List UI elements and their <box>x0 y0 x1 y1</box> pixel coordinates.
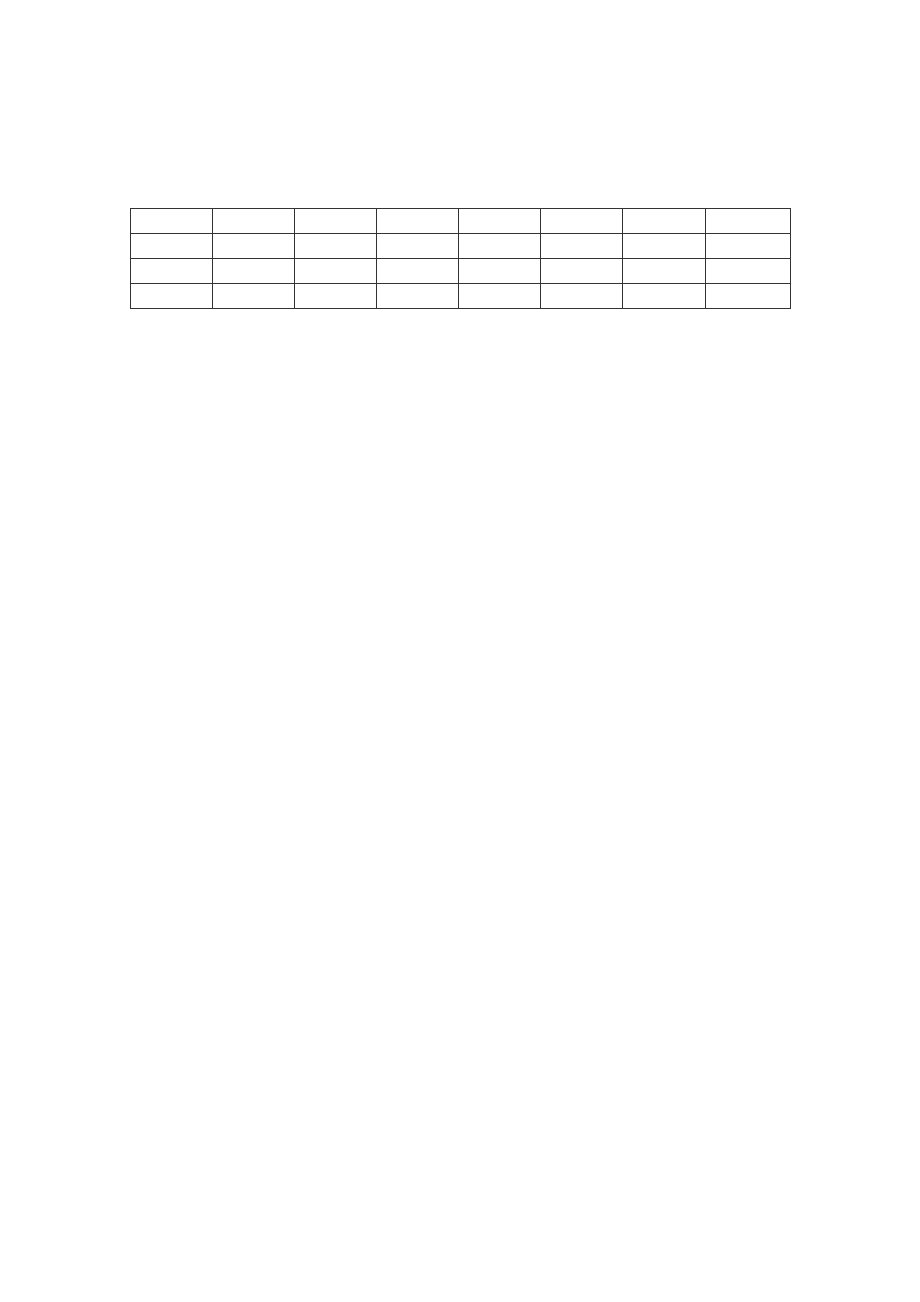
table-cell <box>706 259 791 284</box>
table-cell <box>623 284 706 309</box>
table-cell <box>541 234 623 259</box>
table-cell <box>213 259 295 284</box>
table-header-row <box>131 209 791 234</box>
table-header-cell <box>459 209 541 234</box>
table-header-cell <box>623 209 706 234</box>
table-header-cell <box>706 209 791 234</box>
table-row <box>131 259 791 284</box>
table-cell <box>377 284 459 309</box>
table-cell <box>623 234 706 259</box>
table-cell <box>706 284 791 309</box>
table-cell <box>459 259 541 284</box>
table-header-cell <box>213 209 295 234</box>
table-cell <box>377 234 459 259</box>
table-cell <box>623 259 706 284</box>
table-cell <box>131 234 213 259</box>
table-cell <box>459 284 541 309</box>
table-header-cell <box>541 209 623 234</box>
table-header-cell <box>295 209 377 234</box>
table-cell <box>213 234 295 259</box>
table-cell <box>459 234 541 259</box>
table-cell <box>131 284 213 309</box>
flight-table <box>130 208 791 309</box>
table-cell <box>213 284 295 309</box>
table-header-cell <box>131 209 213 234</box>
table-cell <box>295 234 377 259</box>
table-cell <box>541 284 623 309</box>
table-cell <box>295 259 377 284</box>
table-cell <box>541 259 623 284</box>
table-cell <box>377 259 459 284</box>
table-cell <box>295 284 377 309</box>
table-header-cell <box>377 209 459 234</box>
table-cell <box>706 234 791 259</box>
table-row <box>131 234 791 259</box>
table-cell <box>131 259 213 284</box>
table-row <box>131 284 791 309</box>
